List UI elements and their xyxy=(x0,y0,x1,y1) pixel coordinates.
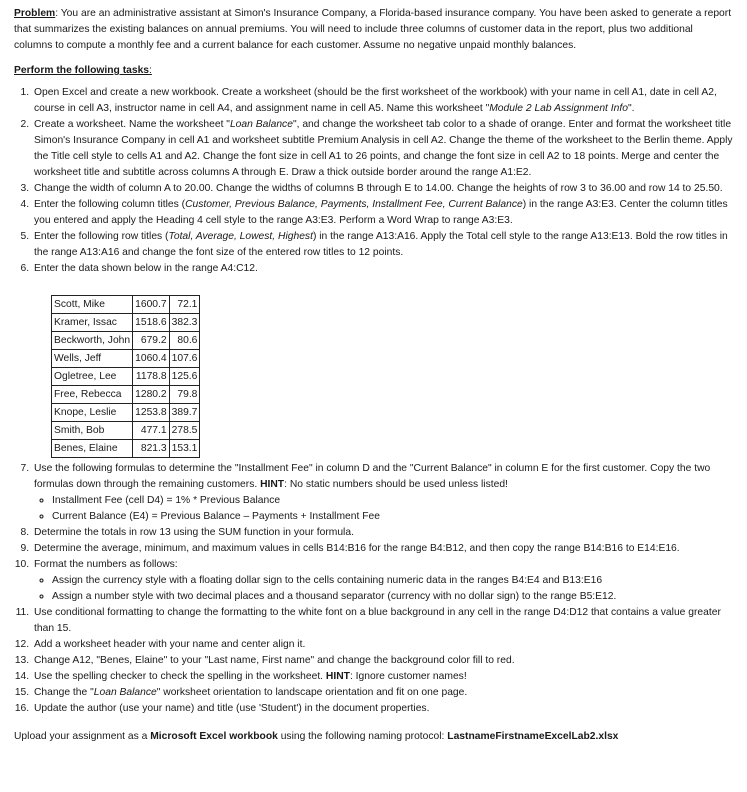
tasks-heading: Perform the following tasks: xyxy=(14,65,152,76)
task-list-continued xyxy=(14,461,733,717)
payment-cell: 79.8 xyxy=(169,386,200,404)
previous-balance-cell: 821.3 xyxy=(133,440,170,458)
payment-cell: 382.3 xyxy=(169,314,200,332)
table-row xyxy=(52,350,200,368)
task-item: 12. Add a worksheet header with your name and center align it. xyxy=(32,637,733,653)
customer-data-table xyxy=(51,295,200,458)
table-row xyxy=(52,296,200,314)
problem-statement xyxy=(14,6,733,54)
customer-name-cell: Beckworth, John xyxy=(52,332,133,350)
sub-item: ◦ Assign a number style with two decimal places and a thousand separator (currency with no dollar sign) to the range B5:E12. xyxy=(52,589,733,605)
sub-list xyxy=(34,573,733,605)
table-row xyxy=(52,314,200,332)
customer-name-cell: Scott, Mike xyxy=(52,296,133,314)
previous-balance-cell: 1280.2 xyxy=(133,386,170,404)
sub-item: ◦ Current Balance (E4) = Previous Balance – Payments + Installment Fee xyxy=(52,509,733,525)
payment-cell: 125.6 xyxy=(169,368,200,386)
task-item: 5. Enter the following row titles (Total, Average, Lowest, Highest) in the range A13:A16. Apply the Total cell style to the range A13:E13. Bold the row titles in the range A13:A16 and change the font size of the entered row titles to 12 points. xyxy=(32,229,733,261)
task-item: 15. Change the "Loan Balance" worksheet orientation to landscape orientation and fit on one page. xyxy=(32,685,733,701)
upload-instructions: Upload your assignment as a Microsoft Excel workbook using the following naming protocol: LastnameFirstnameExcelLab2.xlsx xyxy=(14,731,619,742)
payment-cell: 278.5 xyxy=(169,422,200,440)
task-item: 10. Format the numbers as follows: ◦ Assign the currency style with a floating dollar sign to the cells containing numeric data in the ranges B4:E4 and B13:E16 ◦ Assign a number style with two decimal places and a thousand separator (currency with no dollar sign) to the range B5:E12. xyxy=(32,557,733,605)
payment-cell: 72.1 xyxy=(169,296,200,314)
customer-name-cell: Smith, Bob xyxy=(52,422,133,440)
table-row xyxy=(52,404,200,422)
customer-name-cell: Free, Rebecca xyxy=(52,386,133,404)
previous-balance-cell: 1178.8 xyxy=(133,368,170,386)
sub-item: ◦ Assign the currency style with a floating dollar sign to the cells containing numeric data in the ranges B4:E4 and B13:E16 xyxy=(52,573,733,589)
previous-balance-cell: 1253.8 xyxy=(133,404,170,422)
table-row xyxy=(52,368,200,386)
task-item: 16. Update the author (use your name) and title (use 'Student') in the document properties. xyxy=(32,701,733,717)
file-name-protocol: LastnameFirstnameExcelLab2.xlsx xyxy=(447,731,619,742)
task-item: 8. Determine the totals in row 13 using the SUM function in your formula. xyxy=(32,525,733,541)
previous-balance-cell: 679.2 xyxy=(133,332,170,350)
task-item: 2. Create a worksheet. Name the worksheet "Loan Balance", and change the worksheet tab color to a shade of orange. Enter and format the worksheet title Simon's Insurance Company in cell A1 and worksheet subtitle Premium Analysis in cell A2. Change the theme of the worksheet to the Berlin theme. Apply the Title cell style to cells A1 and A2. Change the font size in cell A1 to 26 points, and change the font size in cell A2 to 18 points. Merge and center the worksheet title and subtitle across columns A through E. Draw a thick outside border around the range A1:E2. xyxy=(32,117,733,181)
customer-name-cell: Kramer, Issac xyxy=(52,314,133,332)
sub-item: ◦ Installment Fee (cell D4) = 1% * Previous Balance xyxy=(52,493,733,509)
table-row xyxy=(52,440,200,458)
task-item: 11. Use conditional formatting to change the formatting to the white font on a blue background in any cell in the range D4:D12 that contains a value greater than 15. xyxy=(32,605,733,637)
payment-cell: 389.7 xyxy=(169,404,200,422)
previous-balance-cell: 1518.6 xyxy=(133,314,170,332)
table-row xyxy=(52,332,200,350)
previous-balance-cell: 1060.4 xyxy=(133,350,170,368)
task-item: 13. Change A12, "Benes, Elaine" to your "Last name, First name" and change the background color fill to red. xyxy=(32,653,733,669)
previous-balance-cell: 477.1 xyxy=(133,422,170,440)
problem-label: Problem xyxy=(14,8,56,19)
payment-cell: 80.6 xyxy=(169,332,200,350)
table-row xyxy=(52,422,200,440)
problem-text: : You are an administrative assistant at Simon's Insurance Company, a Florida-based insurance company. You have been asked to generate a report that summarizes the existing balances on annual premiums. You will need to include three columns of customer data in the report, plus two additional columns to compute a monthly fee and a current balance for each customer. Assume no negative unpaid monthly balances. xyxy=(14,8,732,51)
customer-name-cell: Benes, Elaine xyxy=(52,440,133,458)
table-row xyxy=(52,386,200,404)
task-item: 9. Determine the average, minimum, and maximum values in cells B14:B16 for the range B4:B12, and then copy the range B14:B16 to E14:E16. xyxy=(32,541,733,557)
task-item: 14. Use the spelling checker to check the spelling in the worksheet. HINT: Ignore customer names! xyxy=(32,669,733,685)
task-list xyxy=(14,85,733,458)
customer-name-cell: Wells, Jeff xyxy=(52,350,133,368)
task-item: 3. Change the width of column A to 20.00. Change the widths of columns B through E to 14.00. Change the heights of row 3 to 36.00 and row 14 to 25.50. xyxy=(32,181,733,197)
customer-name-cell: Knope, Leslie xyxy=(52,404,133,422)
task-item: 4. Enter the following column titles (Customer, Previous Balance, Payments, Installment Fee, Current Balance) in the range A3:E3. Center the column titles you entered and apply the Heading 4 cell style to the range A3:E3. Perform a Word Wrap to range A3:E3. xyxy=(32,197,733,229)
payment-cell: 107.6 xyxy=(169,350,200,368)
task-item: 7. Use the following formulas to determine the "Installment Fee" in column D and the "Current Balance" in column E for the first customer. Copy the two formulas down through the remaining customers. HINT: No static numbers should be used unless listed! ◦ Installment Fee (cell D4) = 1% * Previous Balance ◦ Current Balance (E4) = Previous Balance – Payments + Installment Fee xyxy=(32,461,733,525)
task-item: 1. Open Excel and create a new workbook. Create a worksheet (should be the first worksheet of the workbook) with your name in cell A1, date in cell A2, course in cell A3, instructor name in cell A4, and assignment name in cell A5. Name this worksheet "Module 2 Lab Assignment Info". xyxy=(32,85,733,117)
payment-cell: 153.1 xyxy=(169,440,200,458)
sub-list xyxy=(34,493,733,525)
previous-balance-cell: 1600.7 xyxy=(133,296,170,314)
customer-name-cell: Ogletree, Lee xyxy=(52,368,133,386)
task-item: 6. Enter the data shown below in the range A4:C12. Scott, Mike 1600.7 72.1 Kramer, Issac 1518.6 382.3 Beckworth, John 679.2 80.6 Wells, Jeff 1060.4 107.6 Ogletree, Lee 1178.8 125.6 Free, Rebecca 1280.2 79.8 Knope, Leslie 1253.8 389.7 Smith, Bob 477.1 278.5 Benes, Elaine 821.3 153.1 xyxy=(32,261,733,458)
